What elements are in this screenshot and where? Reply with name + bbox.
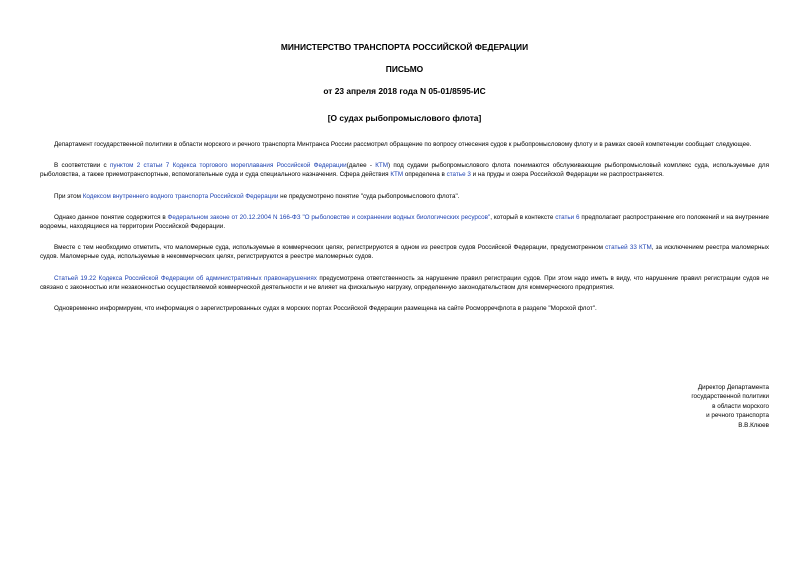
paragraph-text: и на пруды и озера Российской Федерации не распространяется. — [470, 171, 664, 179]
paragraph-3 — [40, 192, 769, 201]
paragraph-text: определена в — [403, 171, 447, 179]
link-ktm-scope[interactable]: КТМ — [390, 171, 404, 179]
link-federal-law-166[interactable]: Федеральном законе от 20.12.2004 N 166-ФЗ "О рыболовстве и сохранении водных биологических ресурсов" — [167, 213, 491, 221]
link-article-6[interactable]: статьи 6 — [555, 213, 580, 221]
paragraph-text: Вместе с тем необходимо отметить, что маломерные суда, используемые в коммерческих целях, регистрируются в одном из реестров судов Российской Федерации, предусмотренном — [54, 244, 606, 252]
document-type: ПИСЬМО — [385, 64, 424, 74]
document-title: [О судах рыбопромыслового флота] — [327, 113, 482, 123]
signature-position-line: и речного транспорта — [706, 412, 769, 420]
paragraph-text: ) под судами рыбопромыслового флота понимаются обслуживающие рыбопромысловый комплекс суда, используемые для рыболовства, а также приемотранспортные, вспомогательные суда и суда специального назначения. Сфера действия — [40, 162, 769, 179]
paragraph-text: предполагает распространение его положений и на внутренние водоемы, находящиеся на территории Российской Федерации. — [40, 213, 769, 231]
paragraph-text: , который в контексте — [490, 213, 556, 221]
paragraph-6 — [40, 274, 769, 292]
paragraph-text: не предусмотрено понятие "суда рыбопромыслового флота". — [278, 192, 460, 200]
signature-block — [691, 383, 769, 430]
link-ktm-article-33[interactable]: статьей 33 КТМ — [605, 244, 652, 252]
paragraph-text: (далее - — [346, 162, 376, 170]
document-date-number: от 23 апреля 2018 года N 05-01/8595-ИС — [323, 86, 486, 96]
paragraph-text: При этом — [54, 192, 83, 200]
signature-position-line: в области морского — [712, 402, 769, 410]
paragraph-text: предусмотрена ответственность за нарушение правил регистрации судов. При этом надо иметь в виду, что нарушение правил регистрации судов не связано с законностью или незаконностью осуществляемой коммерческой деятельности и не влияет на фискальную нагрузку, определенную законодательством для коммерческого предприятия. — [40, 274, 769, 291]
paragraph-text: Однако данное понятие содержится в — [54, 213, 168, 221]
paragraph-text: В соответствии с — [54, 162, 110, 170]
paragraph-1 — [40, 140, 769, 149]
paragraph-2 — [40, 161, 769, 179]
paragraph-text: , за исключением реестра маломерных судов. Маломерные суда, используемые в некоммерческих целях, регистрируются в реестре маломерных судов. — [40, 244, 769, 261]
signature-position-line: государственной политики — [691, 393, 769, 401]
paragraph-7 — [40, 304, 769, 313]
link-merchant-shipping-code[interactable]: Кодекса торгового мореплавания Российской Федерации — [172, 162, 347, 170]
link-article-3[interactable]: статье 3 — [446, 171, 471, 179]
paragraph-text: Департамент государственной политики в области морского и речного транспорта Минтранса России рассмотрел обращение по вопросу отнесения судов к рыбопромысловому флоту и в рамках своей компетенции сообщает следующее. — [54, 141, 752, 148]
paragraph-5 — [40, 243, 769, 261]
paragraph-text: Одновременно информируем, что информация о зарегистрированных судах в морских портах Российской Федерации размещена на сайте Росморречфлота в разделе "Морской флот". — [54, 305, 597, 313]
ministry-heading: МИНИСТЕРСТВО ТРАНСПОРТА РОССИЙСКОЙ ФЕДЕРАЦИИ — [280, 42, 529, 52]
signatory-name: В.В.Клюев — [738, 421, 769, 429]
link-ktm-article-7[interactable]: пунктом 2 статьи 7 — [109, 162, 170, 170]
link-ktm[interactable]: КТМ — [375, 162, 389, 170]
signature-position-line: Директор Департамента — [697, 384, 769, 391]
paragraph-4 — [40, 213, 769, 231]
link-inland-water-transport-code[interactable]: Кодексом внутреннего водного транспорта Российской Федерации — [82, 192, 279, 200]
link-koap-article-19-22[interactable]: Статьей 19.22 Кодекса Российской Федерации об административных правонарушениях — [54, 274, 317, 282]
document-body — [40, 140, 769, 313]
